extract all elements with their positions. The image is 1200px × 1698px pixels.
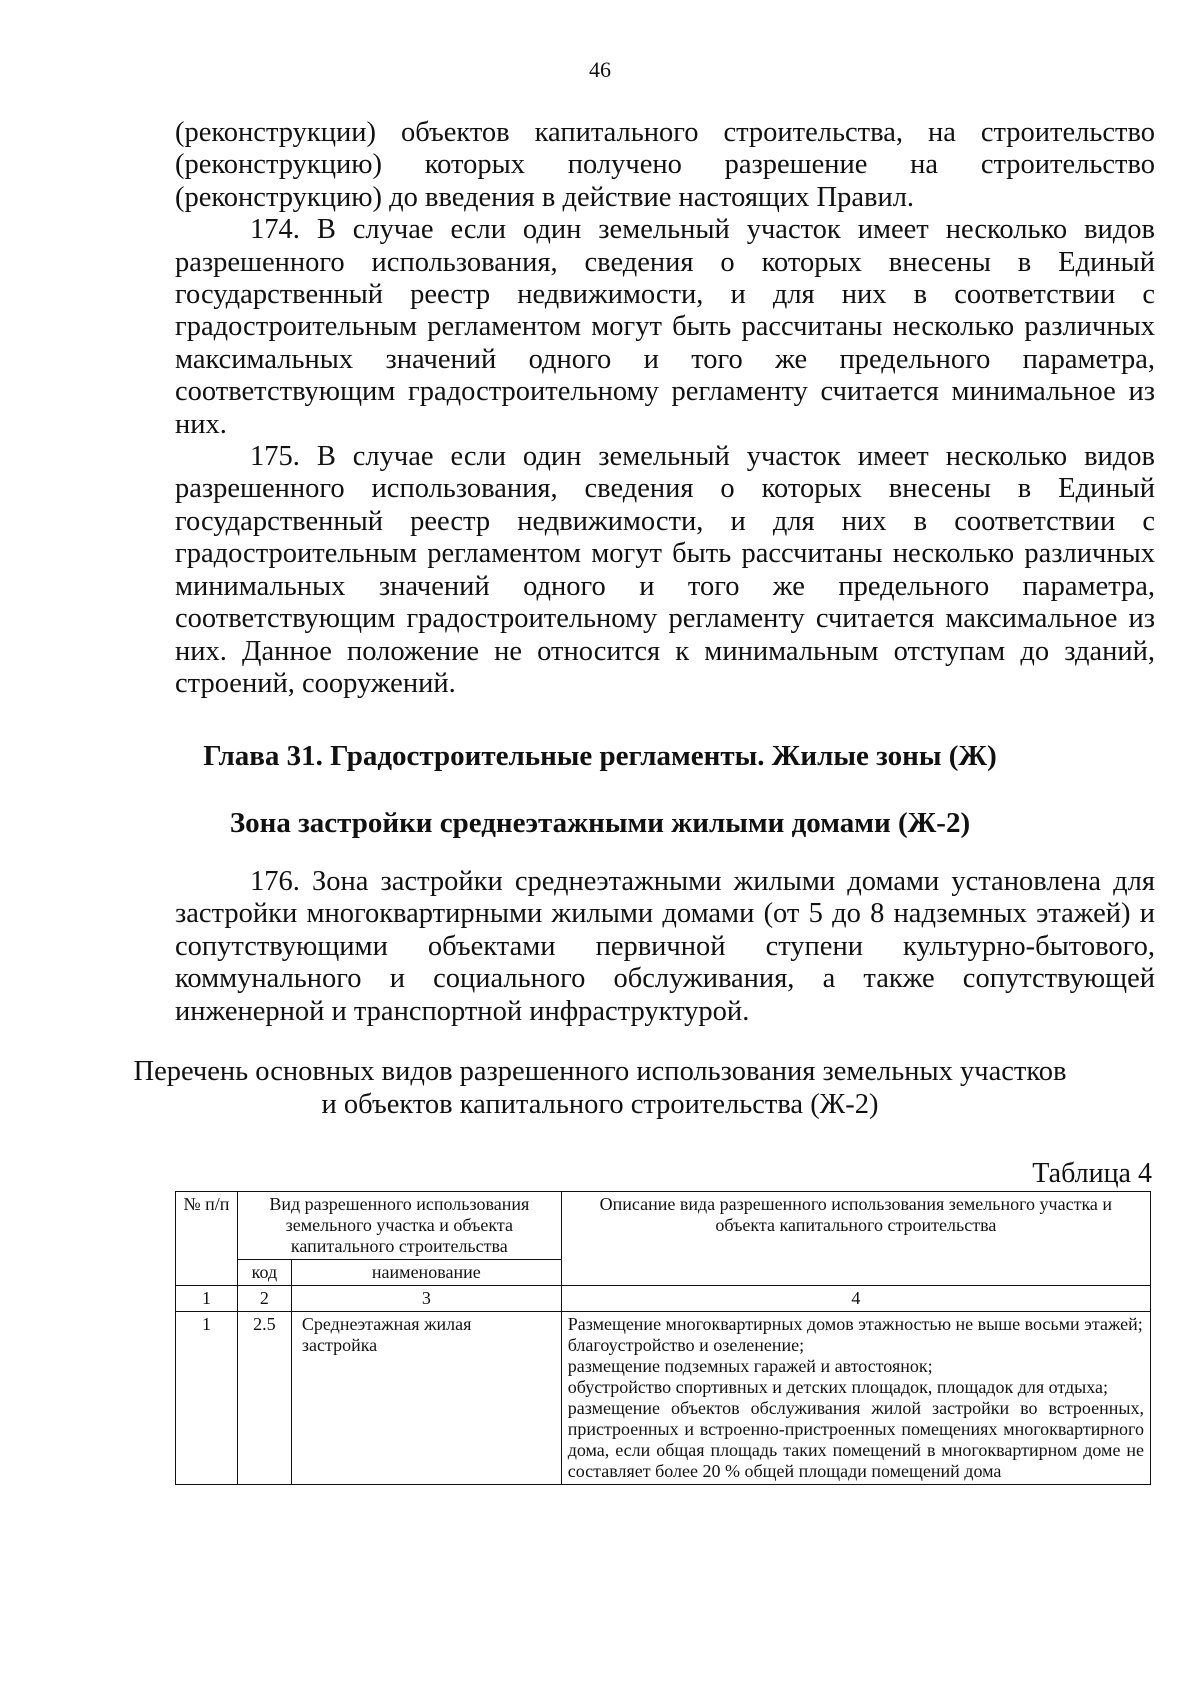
column-number: 3 (291, 1286, 561, 1312)
column-number: 2 (237, 1286, 291, 1312)
description-line: благоустройство и озеленение; (567, 1335, 805, 1355)
header-use-type: Вид разрешенного использования земельного участка и объекта капитального строительства (237, 1192, 561, 1260)
description-line: Размещение многоквартирных домов этажностью не выше восьми этажей; (567, 1314, 1143, 1334)
description-line: размещение объектов обслуживания жилой застройки во встроенных, пристроенных и встроенно-пристроенных помещениях многоквартирного дома, если общая площадь таких помещений в многоквартирном доме не составляет более 20 % общей площади помещений дома (567, 1398, 1144, 1481)
paragraph-174: 174. В случае если один земельный участок имеет несколько видов разрешенного использования, сведения о которых внесены в Единый государственный реестр недвижимости, и для них в соответствии с градостроительным регламентом могут быть рассчитаны несколько различных максимальных значений одного и того же предельного параметра, соответствующим градостроительному регламенту считается минимальное из них. (175, 214, 1155, 440)
paragraph-176: 176. Зона застройки среднеэтажными жилыми домами установлена для застройки многоквартирными жилыми домами (от 5 до 8 надземных этажей) и сопутствующими объектами первичной ступени культурно-бытового, коммунального и социального обслуживания, а также сопутствующей инженерной и транспортной инфраструктурой. (175, 866, 1155, 1027)
paragraph-continuation: (реконструкции) объектов капитального строительства, на строительство (реконструкцию) которых получено разрешение на строительство (реконструкцию) до введения в действие настоящих Правил. (175, 117, 1155, 213)
chapter-heading: Глава 31. Градостроительные регламенты. Жилые зоны (Ж) (203, 740, 997, 772)
list-title-line-1: Перечень основных видов разрешенного использования земельных участков (133, 1056, 1067, 1087)
description-line: обустройство спортивных и детских площадок, площадок для отдыха; (567, 1377, 1109, 1397)
row-name: Среднеэтажная жилая застройка (291, 1312, 561, 1485)
regulations-table (175, 1191, 1151, 1485)
table-label: Таблица 4 (1032, 1158, 1152, 1189)
description-line: размещение подземных гаражей и автостоянок; (567, 1356, 933, 1376)
table-row (176, 1312, 1151, 1485)
header-description: Описание вида разрешенного использования земельного участка и объекта капитального строительства (561, 1192, 1150, 1286)
list-title-line-2: и объектов капитального строительства (Ж-2) (321, 1089, 879, 1120)
paragraph-175: 175. В случае если один земельный участок имеет несколько видов разрешенного использования, сведения о которых внесены в Единый государственный реестр недвижимости, и для них в соответствии с градостроительным регламентом могут быть рассчитаны несколько различных минимальных значений одного и того же предельного параметра, соответствующим градостроительному регламенту считается максимальное из них. Данное положение не относится к минимальным отступам до зданий, строений, сооружений. (175, 441, 1155, 699)
column-numbers-row (176, 1286, 1151, 1312)
column-number: 4 (561, 1286, 1150, 1312)
header-code: код (237, 1260, 291, 1286)
table-header-row (176, 1192, 1151, 1260)
zone-heading: Зона застройки среднеэтажными жилыми домами (Ж-2) (229, 807, 971, 839)
list-title (0, 1055, 1200, 1121)
row-code: 2.5 (237, 1312, 291, 1485)
body-text (175, 117, 1155, 700)
column-number: 1 (176, 1286, 238, 1312)
row-description (561, 1312, 1150, 1485)
row-number: 1 (176, 1312, 238, 1485)
page-number: 46 (589, 57, 611, 82)
header-name: наименование (291, 1260, 561, 1286)
header-number: № п/п (176, 1192, 238, 1286)
